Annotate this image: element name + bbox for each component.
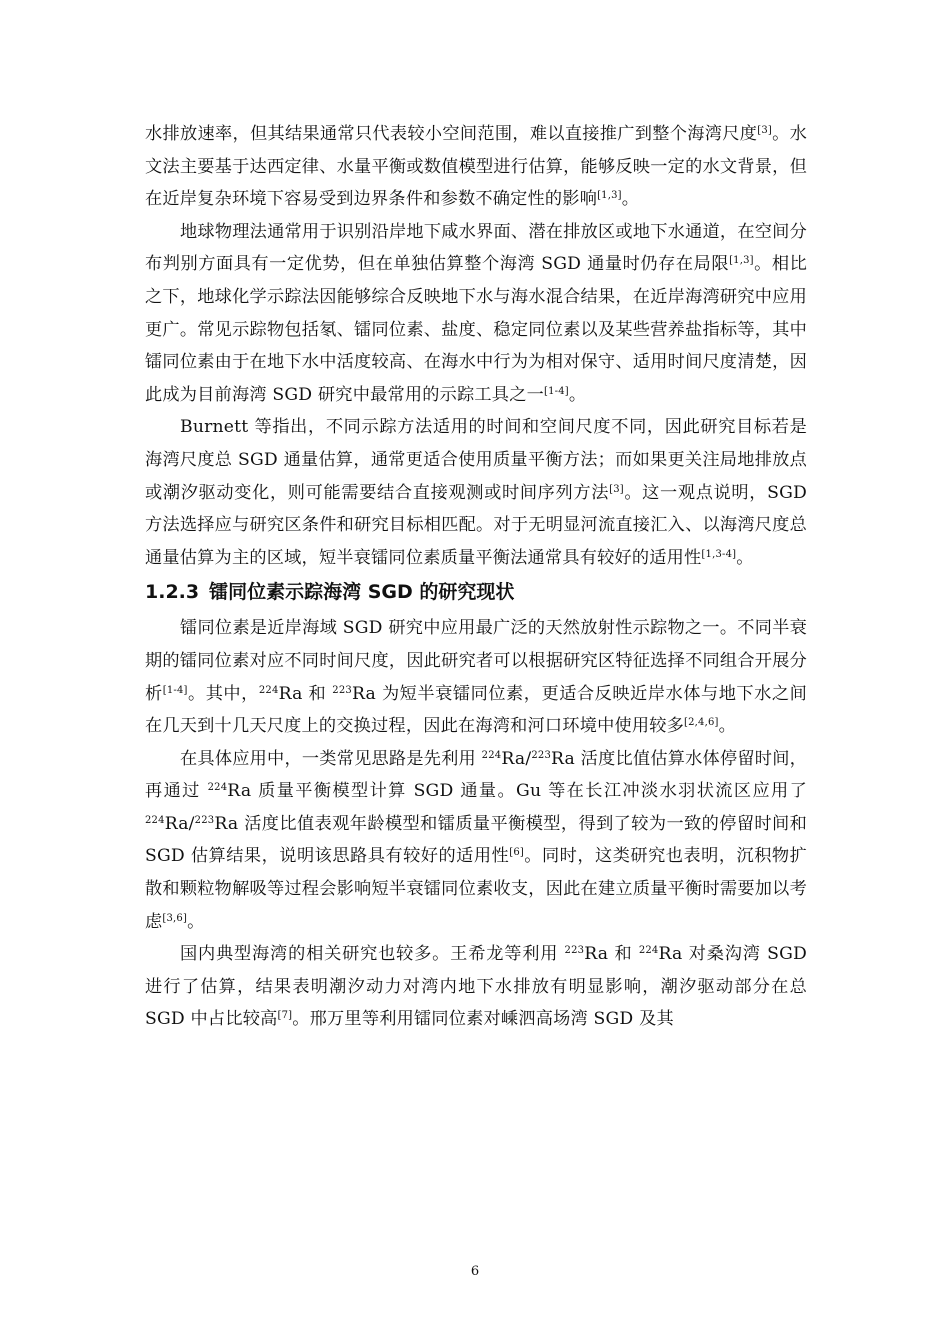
isotope-mass: 223 <box>332 684 352 696</box>
isotope-mass: 223 <box>531 749 552 761</box>
text-run: Ra 对桑沟湾 SGD 进行了估算，结果表明潮汐动力对湾内地下水排放有明显影响，潮汐驱动部分在总 SGD 中占比较高 <box>145 944 807 1030</box>
isotope-mass: 224 <box>481 749 502 761</box>
text-run: 镭同位素是近岸海域 SGD 研究中应用最广泛的天然放射性示踪物之一。不同半衰期的镭同位素对应不同时间尺度，因此研究者可以根据研究区特征选择不同组合开展分析 <box>145 618 807 704</box>
text-run: 在具体应用中，一类常见思路是先利用 <box>180 748 482 769</box>
text-run: Ra 质量平衡模型计算 SGD 通量。Gu 等在长江冲淡水羽状流区应用了 <box>227 781 807 802</box>
text-run: Ra/ <box>164 813 195 834</box>
document-page <box>145 118 807 1036</box>
text-run: 。这一观点说明，SGD 方法选择应与研究区条件和研究目标相匹配。对于无明显河流直接汇入、以海湾尺度总通量估算为主的区域，短半衰镭同位素质量平衡法通常具有较好的适用性 <box>145 482 807 568</box>
paragraph-domestic-studies <box>145 938 807 1036</box>
section-heading <box>145 576 807 608</box>
citation: [3] <box>609 483 624 495</box>
paragraph-geophysics <box>145 216 807 412</box>
page-number: 6 <box>470 1264 480 1279</box>
text-run: 。其中， <box>187 683 259 704</box>
isotope-mass: 224 <box>258 684 279 696</box>
text-run: Ra 活度比值估算水体停留时间，再通过 <box>145 748 807 802</box>
text-run: 。 <box>568 384 587 405</box>
text-run: Burnett 等指出，不同示踪方法适用的时间和空间尺度不同，因此研究目标若是海湾尺度总 SGD 通量估算，通常更适合使用质量平衡方法；而如果更关注局地排放点或潮汐驱动变化，则可能需要结合直接观测或时间序列方法 <box>145 417 807 503</box>
text-run: Ra 和 <box>278 683 333 704</box>
isotope-mass: 223 <box>194 814 215 826</box>
citation: [1-4] <box>162 684 188 696</box>
paragraph-burnett <box>145 411 807 574</box>
citation: [1,3] <box>597 190 622 202</box>
text-run: 。邢万里等利用镭同位素对嵊泗高场湾 SGD 及其 <box>292 1009 674 1030</box>
isotope-mass: 223 <box>564 945 585 957</box>
isotope-mass: 224 <box>145 814 165 826</box>
paragraph-application <box>145 743 807 939</box>
isotope-mass: 224 <box>207 782 228 794</box>
text-run: 国内典型海湾的相关研究也较多。王希龙等利用 <box>180 944 565 965</box>
text-run: 。 <box>736 547 754 568</box>
citation: [1,3] <box>729 255 754 267</box>
text-run: Ra 活度比值表观年龄模型和镭质量平衡模型，得到了较为一致的停留时间和 SGD 估算结果，说明该思路具有较好的适用性 <box>145 813 807 867</box>
section-title: 镭同位素示踪海湾 SGD 的研究现状 <box>209 581 515 604</box>
citation: [7] <box>277 1010 293 1022</box>
text-run: 地球物理法通常用于识别沿岸地下咸水界面、潜在排放区或地下水通道，在空间分布判别方面具有一定优势，但在单独估算整个海湾 SGD 通量时仍存在局限 <box>145 221 807 275</box>
section-number: 1.2.3 <box>145 581 200 604</box>
text-run: Ra 和 <box>584 944 639 965</box>
text-run: 。相比之下，地球化学示踪法因能够综合反映地下水与海水混合结果，在近岸海湾研究中应用更广。常见示踪物包括氡、镭同位素、盐度、稳定同位素以及某些营养盐指标等，其中镭同位素由于在地下水中活度较高、在海水中行为为相对保守、适用时间尺度清楚，因此成为目前海湾 SGD 研究中最常用的示踪工具之一 <box>145 254 807 405</box>
text-run: Ra/ <box>501 748 532 769</box>
paragraph-radium-intro <box>145 612 807 742</box>
text-run: 水排放速率，但其结果通常只代表较小空间范围，难以直接推广到整个海湾尺度 <box>145 124 758 144</box>
citation: [6] <box>509 847 524 859</box>
text-run: Ra 为短半衰镭同位素，更适合反映近岸水体与地下水之间在几天到十几天尺度上的交换过程，因此在海湾和河口环境中使用较多 <box>145 683 807 737</box>
citation: [3,6] <box>162 912 188 924</box>
citation: [2,4,6] <box>684 717 719 729</box>
citation: [1,3-4] <box>701 548 737 560</box>
text-run: 。 <box>718 716 737 737</box>
text-run: 。 <box>187 911 205 932</box>
text-run: 。同时，这类研究也表明，沉积物扩散和颗粒物解吸等过程会影响短半衰镭同位素收支，因此在建立质量平衡时需要加以考虑 <box>145 846 808 932</box>
isotope-mass: 224 <box>638 945 659 957</box>
citation: [3] <box>757 125 772 136</box>
text-run: 。水文法主要基于达西定律、水量平衡或数值模型进行估算，能够反映一定的水文背景，但在近岸复杂环境下容易受到边界条件和参数不确定性的影响 <box>145 124 807 210</box>
text-run: 。 <box>621 189 640 210</box>
paragraph-hydrology <box>145 118 807 216</box>
citation: [1-4] <box>543 385 569 397</box>
